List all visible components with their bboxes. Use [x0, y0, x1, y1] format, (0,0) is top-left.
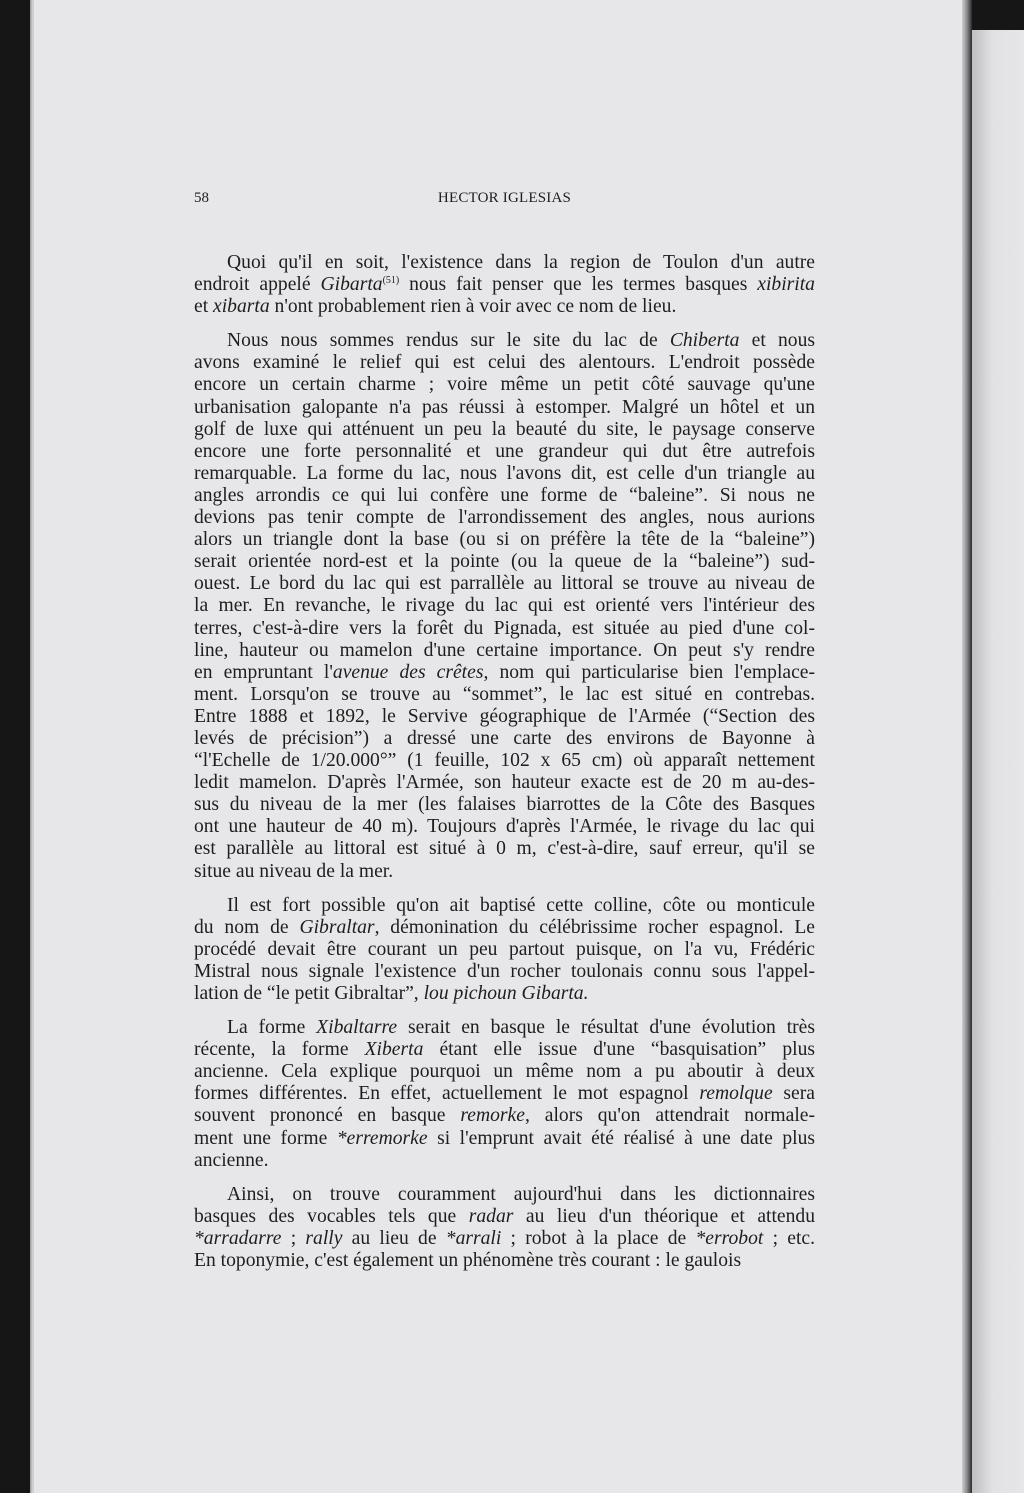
text-line	[194, 463, 815, 485]
italic-term: *arrali	[445, 1227, 502, 1249]
text-run: étant elle issue d'une “basquisation” plus	[423, 1039, 815, 1061]
text-line	[194, 419, 815, 441]
text-line	[194, 939, 815, 961]
text-run: urbanisation galopante n'a pas réussi à estomper. Malgré un hôtel et un	[194, 396, 815, 418]
italic-term: Gibarta	[320, 274, 383, 296]
text-run: sus du niveau de la mer (les falaises biarrottes de la Côte des Basques	[194, 794, 815, 816]
text-line	[194, 529, 815, 551]
text-line	[194, 274, 815, 296]
paragraph	[194, 895, 815, 1005]
body-text	[194, 252, 815, 1284]
text-run: procédé devait être courant un peu partout puisque, on l'a vu, Frédéric	[194, 938, 815, 960]
text-run: ment. Lorsqu'on se trouve au “sommet”, le lac est situé en contrebas.	[194, 683, 815, 705]
text-run: ancienne.	[194, 1149, 269, 1171]
text-line	[194, 917, 815, 939]
italic-term: avenue des crêtes	[332, 661, 484, 683]
text-line	[194, 838, 815, 860]
text-run: Ainsi, on trouve couramment aujourd'hui dans les dictionnaires	[227, 1183, 815, 1205]
text-run: n'ont probablement rien à voir avec ce nom de lieu.	[269, 296, 677, 318]
text-line	[194, 1083, 815, 1105]
paragraph	[194, 330, 815, 882]
italic-term: *erremorke	[336, 1127, 428, 1149]
text-line	[194, 1061, 815, 1083]
text-line	[194, 750, 815, 772]
text-line	[194, 1039, 815, 1061]
text-run: serait orientée nord-est et la pointe (ou la queue de la “baleine”) sud-	[194, 551, 815, 573]
text-run: et nous	[739, 330, 815, 352]
text-run: golf de luxe qui atténuent un peu la beauté du site, le paysage conserve	[194, 418, 815, 440]
text-line	[194, 983, 815, 1005]
text-line	[194, 684, 815, 706]
italic-term: *errobot	[695, 1227, 764, 1249]
page-header	[194, 190, 815, 212]
text-run: si l'emprunt avait été réalisé à une date plus	[427, 1127, 815, 1149]
italic-term: Xiberta	[364, 1039, 424, 1061]
italic-term: xibarta	[213, 296, 270, 318]
text-run: avons examiné le relief qui est celui des alentours. L'endroit possède	[194, 352, 815, 374]
text-line	[194, 507, 815, 529]
text-line	[194, 816, 815, 838]
italic-term: Chiberta	[669, 330, 740, 352]
text-line	[194, 1228, 815, 1250]
text-run: Mistral nous signale l'existence d'un rocher toulonais connu sous l'appel-	[194, 960, 815, 982]
italic-term: xibirita	[757, 274, 815, 296]
text-line	[194, 595, 815, 617]
text-line	[194, 551, 815, 573]
text-run: endroit appelé	[194, 274, 321, 296]
text-run: et	[194, 296, 214, 318]
paragraph	[194, 252, 815, 318]
text-run: serait en basque le résultat d'une évolution très	[397, 1017, 815, 1039]
text-line	[194, 1184, 815, 1206]
book-gutter	[962, 0, 972, 1493]
italic-term: rally	[305, 1227, 343, 1249]
text-line	[194, 1206, 815, 1228]
text-line	[194, 485, 815, 507]
footnote-ref: (51)	[382, 275, 400, 287]
text-run: au lieu d'un théorique et attendu	[513, 1205, 815, 1227]
text-run: ;	[281, 1227, 306, 1249]
text-run: récente, la forme	[194, 1039, 365, 1061]
italic-term: Gibraltar	[299, 916, 375, 938]
italic-term: remolque	[699, 1083, 773, 1105]
text-run: Entre 1888 et 1892, le Servive géographique de l'Armée (“Section des	[194, 705, 815, 727]
text-run: remarquable. La forme du lac, nous l'avons dit, est celle d'un triangle au	[194, 462, 815, 484]
text-line	[194, 296, 815, 318]
text-run: en empruntant l'	[194, 661, 333, 683]
text-run: sera	[772, 1083, 815, 1105]
text-run: ; etc.	[763, 1227, 815, 1249]
paragraph	[194, 1184, 815, 1272]
text-run: , démonination du célébrissime rocher espagnol. Le	[374, 916, 815, 938]
italic-term: lou pichoun Gibarta.	[423, 983, 589, 1004]
text-line	[194, 330, 815, 352]
text-run: En toponymie, c'est également un phénomène très courant : le gaulois	[194, 1250, 742, 1272]
text-run: basques des vocables tels que	[194, 1205, 469, 1227]
text-line	[194, 352, 815, 374]
italic-term: remorke	[460, 1105, 525, 1127]
text-run: souvent prononcé en basque	[194, 1105, 461, 1127]
text-line	[194, 397, 815, 419]
text-run: Il est fort possible qu'on ait baptisé cette colline, côte ou monticule	[227, 894, 815, 916]
facing-page-edge	[972, 30, 1024, 1493]
text-line	[194, 1017, 815, 1039]
text-run: la mer. En revanche, le rivage du lac qui est orienté vers l'intérieur des	[194, 595, 815, 617]
text-line	[194, 728, 815, 750]
text-run: du nom de	[194, 916, 300, 938]
text-line	[194, 662, 815, 684]
text-run: alors un triangle dont la base (ou si on préfère la tête de la “baleine”)	[194, 529, 815, 551]
text-run: au lieu de	[342, 1227, 446, 1249]
text-run: est parallèle au littoral est situé à 0 m, c'est-à-dire, sauf erreur, qu'il se	[194, 838, 815, 860]
text-line	[194, 374, 815, 396]
page-number: 58	[194, 190, 209, 206]
text-line	[194, 861, 815, 883]
text-run: “l'Echelle de 1/20.000°” (1 feuille, 102 x 65 cm) où apparaît nettement	[194, 750, 815, 772]
text-run: levés de précision”) a dressé une carte des environs de Bayonne à	[194, 727, 815, 749]
text-line	[194, 772, 815, 794]
italic-term: Xibaltarre	[316, 1017, 398, 1039]
text-run: ont une hauteur de 40 m). Toujours d'après l'Armée, le rivage du lac qui	[194, 816, 815, 838]
text-line	[194, 252, 815, 274]
text-run: ment une forme	[194, 1127, 337, 1149]
italic-term: *arradarre	[194, 1227, 282, 1249]
text-run: lation de “le petit Gibraltar”,	[194, 983, 424, 1004]
text-run: ouest. Le bord du lac qui est parrallèle au littoral se trouve au niveau de	[194, 573, 815, 595]
text-line	[194, 1105, 815, 1127]
text-run: Nous nous sommes rendus sur le site du lac de	[227, 330, 670, 352]
text-line	[194, 1128, 815, 1150]
text-run: , alors qu'on attendrait normale-	[524, 1105, 815, 1127]
text-line	[194, 441, 815, 463]
text-line	[194, 573, 815, 595]
text-run: La forme	[227, 1017, 317, 1039]
text-line	[194, 961, 815, 983]
text-run: ledit mamelon. D'après l'Armée, son hauteur exacte est de 20 m au-des-	[194, 772, 815, 794]
text-run: , nom qui particularise bien l'emplace-	[483, 661, 816, 683]
text-line	[194, 1150, 815, 1172]
italic-term: radar	[468, 1205, 514, 1227]
text-run: situe au niveau de la mer.	[194, 860, 394, 882]
text-run: formes différentes. En effet, actuellement le mot espagnol	[194, 1083, 700, 1105]
text-run: encore un certain charme ; voire même un petit côté sauvage qu'une	[194, 374, 815, 396]
text-run: angles arrondis ce qui lui confère une forme de “baleine”. Si nous ne	[194, 484, 815, 506]
text-run: devions pas tenir compte de l'arrondissement des angles, nous aurions	[194, 507, 815, 529]
text-run: terres, c'est-à-dire vers la forêt du Pignada, est située au pied d'une col-	[194, 617, 815, 639]
text-line	[194, 794, 815, 816]
text-line	[194, 895, 815, 917]
text-run: encore une forte personnalité et une grandeur qui dut être autrefois	[194, 440, 815, 462]
running-head: HECTOR IGLESIAS	[437, 190, 572, 206]
text-run: nous fait penser que les termes basques	[399, 274, 758, 296]
text-line	[194, 706, 815, 728]
text-line	[194, 640, 815, 662]
text-run: line, hauteur ou mamelon d'une certaine importance. On peut s'y rendre	[194, 639, 815, 661]
text-line	[194, 1250, 815, 1272]
paragraph	[194, 1017, 815, 1172]
text-run: Quoi qu'il en soit, l'existence dans la region de Toulon d'un autre	[227, 252, 815, 273]
text-run: ; robot à la place de	[501, 1227, 696, 1249]
text-line	[194, 618, 815, 640]
text-run: ancienne. Cela explique pourquoi un même nom a pu aboutir à deux	[194, 1061, 815, 1083]
